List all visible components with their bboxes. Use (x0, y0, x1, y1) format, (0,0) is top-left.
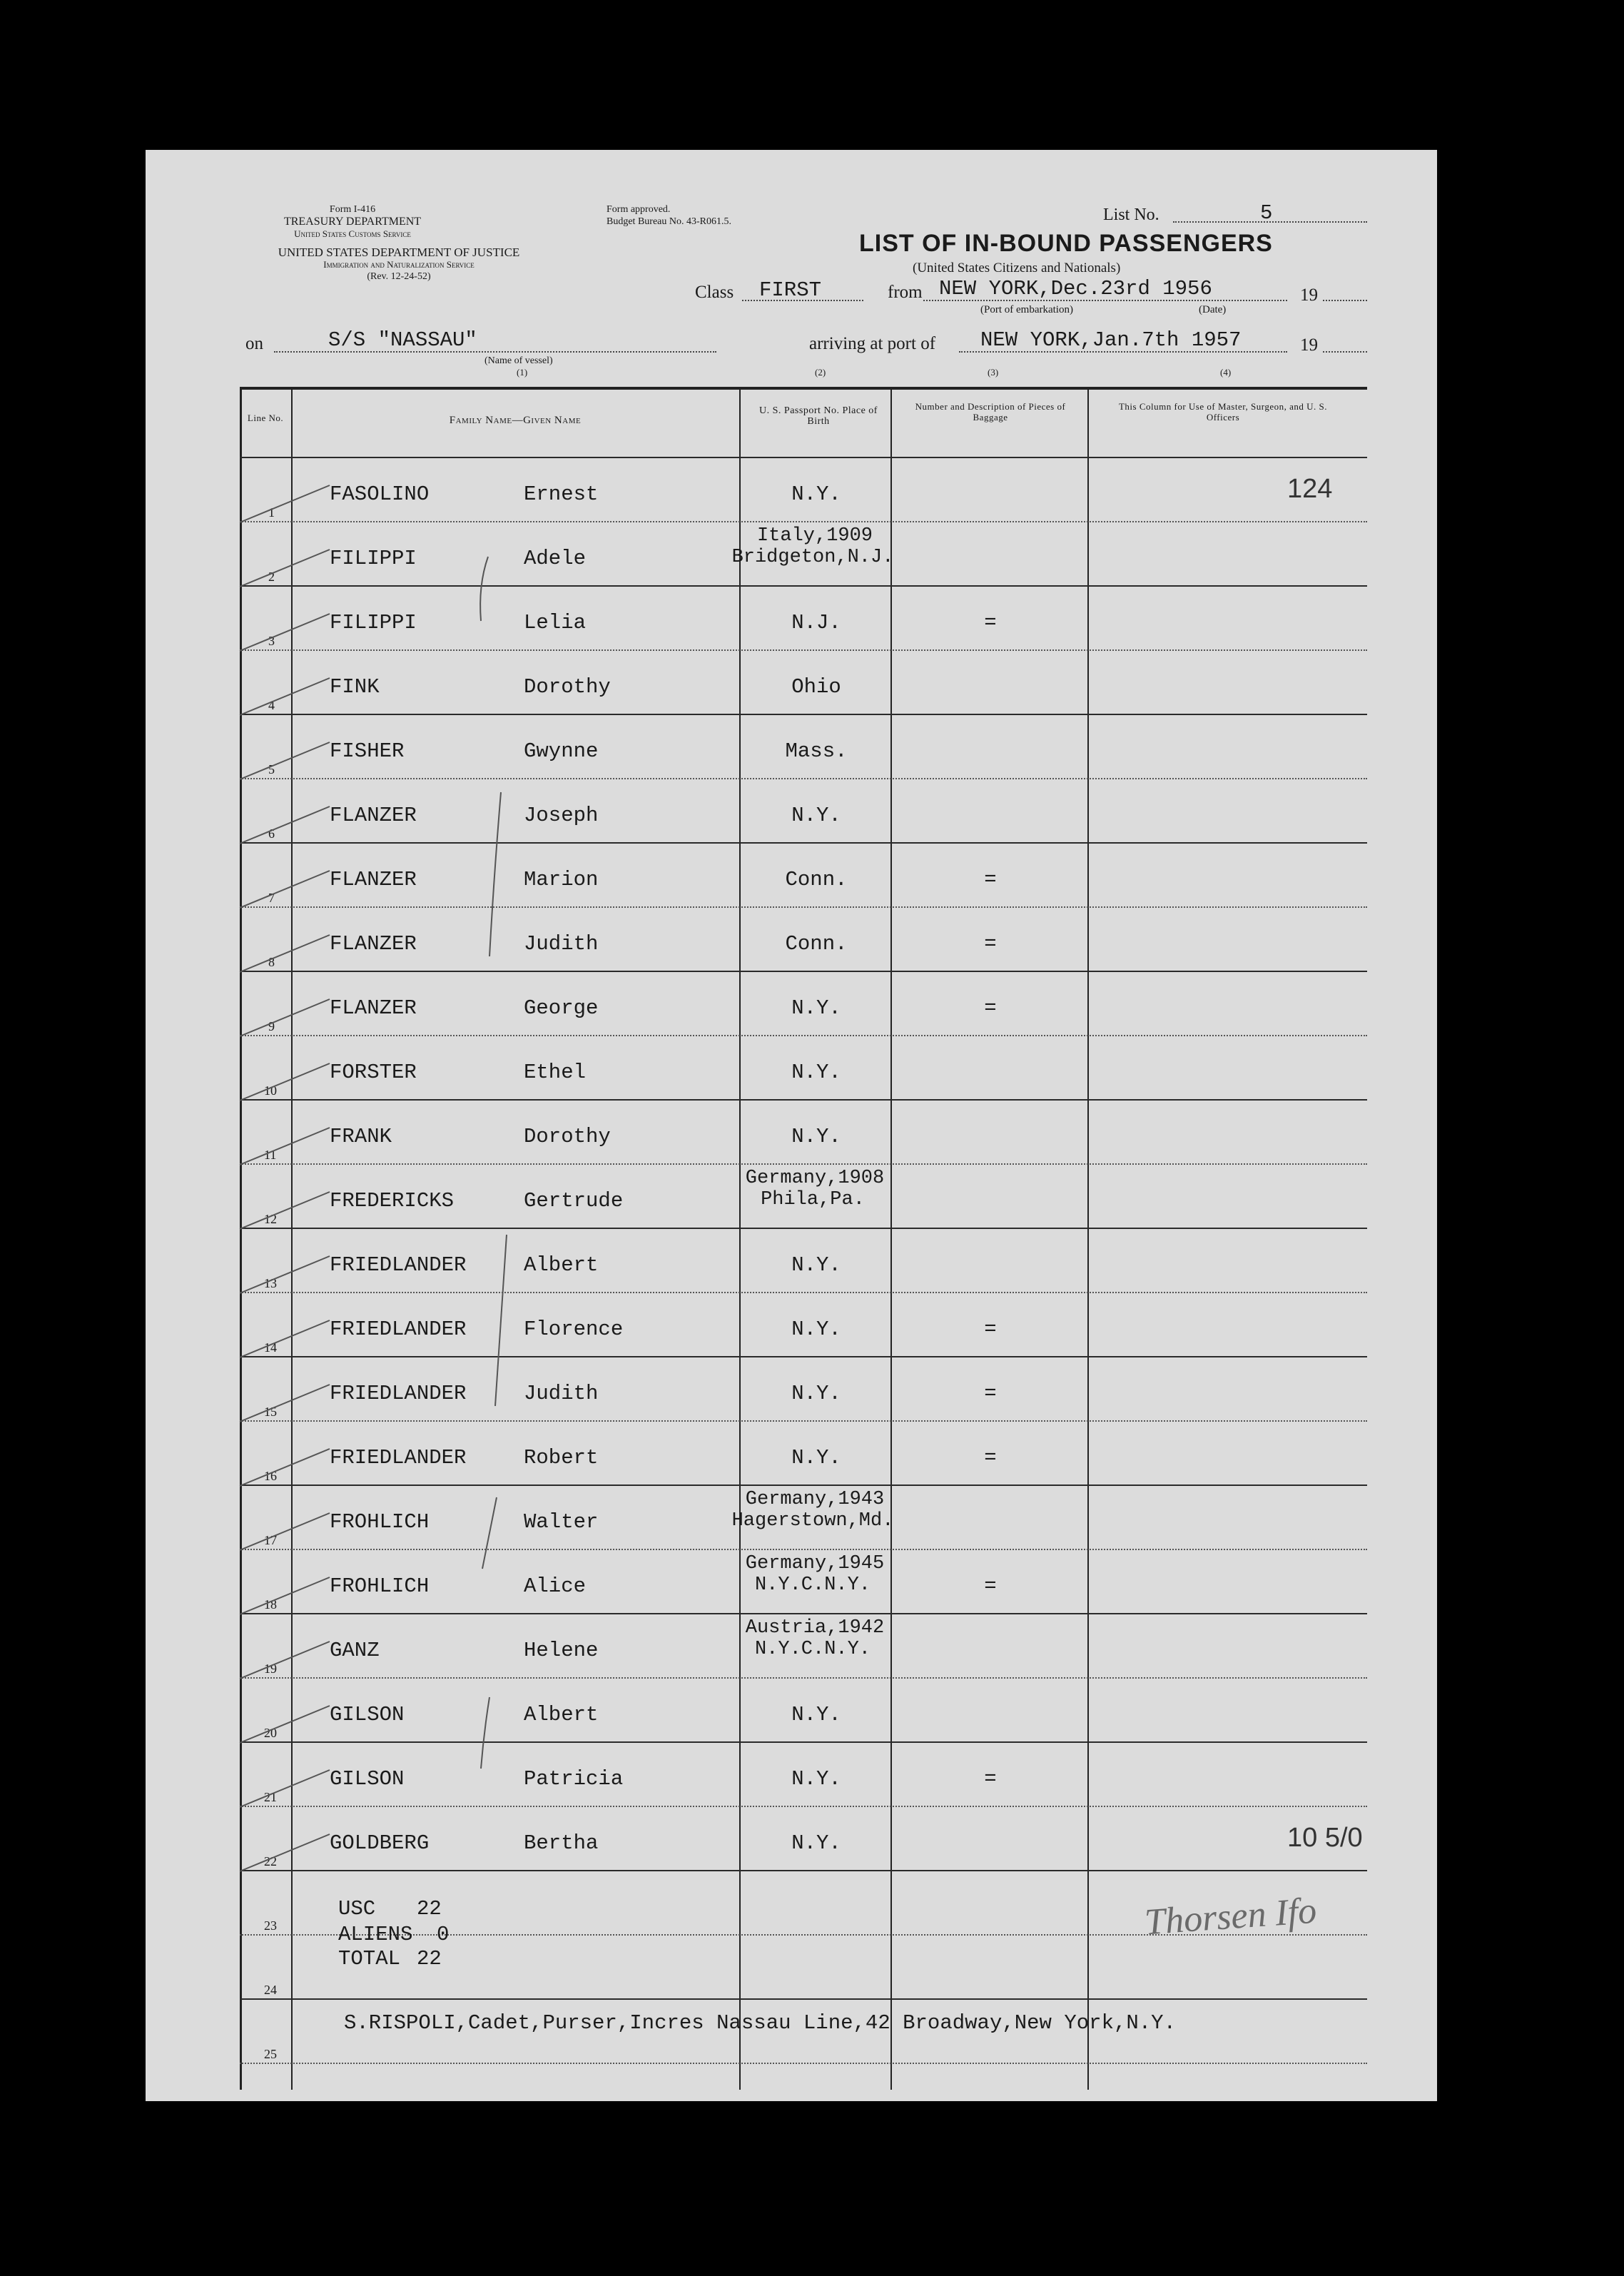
birth-place: Conn. (785, 868, 848, 891)
birth-place-line1: Germany,1945 (745, 1553, 885, 1574)
class-label: Class (695, 283, 734, 302)
given-name: Albert (524, 1253, 599, 1277)
year-suffix-1: 19 (1300, 285, 1318, 305)
customs-service: United States Customs Service (294, 228, 411, 239)
given-name: Lelia (524, 611, 587, 634)
line-number: 14 (264, 1340, 277, 1355)
birth-place: Mass. (785, 739, 848, 763)
given-name: Bertha (524, 1831, 599, 1855)
form-approved: Form approved. (607, 204, 671, 215)
page-subtitle: (United States Citizens and Nationals) (913, 261, 1121, 275)
birth-place: N.Y. (791, 482, 841, 506)
page-title: LIST OF IN-BOUND PASSENGERS (859, 230, 1273, 257)
vessel-caption: (Name of vessel) (484, 355, 553, 366)
usc-label: USC (338, 1897, 376, 1921)
birth-place: N.Y. (791, 1446, 841, 1470)
revision: (Rev. 12-24-52) (367, 271, 431, 282)
line-number: 17 (264, 1533, 277, 1547)
birth-place: N.J. (791, 611, 841, 634)
family-name: FREDERICKS (330, 1189, 455, 1213)
line-number: 8 (268, 955, 275, 969)
col-header-passport: U. S. Passport No. Place of Birth (759, 405, 878, 427)
family-name: FISHER (330, 739, 405, 763)
family-name: FLANZER (330, 996, 417, 1020)
vessel-caption-num: (1) (517, 367, 528, 378)
family-name: FORSTER (330, 1061, 417, 1084)
birth-place-line2: N.Y.C.N.Y. (754, 1574, 871, 1596)
line-number: 19 (264, 1662, 277, 1676)
given-name: Robert (524, 1446, 599, 1470)
line-number: 1 (268, 505, 275, 520)
family-name: GOLDBERG (330, 1831, 430, 1855)
given-name: Alice (524, 1574, 587, 1598)
line-number: 20 (264, 1726, 277, 1740)
given-name: Marion (524, 868, 599, 891)
birth-place: Ohio (791, 675, 841, 699)
list-no-value: 5 (1260, 201, 1273, 225)
birth-place-line1: Germany,1908 (745, 1168, 885, 1189)
total-label: TOTAL (338, 1947, 401, 1971)
family-name: FLANZER (330, 804, 417, 827)
given-name: Walter (524, 1510, 599, 1534)
col-num-3: (3) (988, 367, 999, 378)
family-name: FLANZER (330, 868, 417, 891)
col-header-line-no: Line No. (247, 413, 284, 423)
line-number: 22 (264, 1854, 277, 1868)
col-header-officers: This Column for Use of Master, Surgeon, and U. S. Officers (1118, 401, 1328, 423)
date-caption: (Date) (1199, 304, 1227, 315)
ins-service: Immigration and Naturalization Service (323, 259, 474, 270)
line-number: 9 (268, 1019, 275, 1033)
line-number: 2 (268, 570, 275, 584)
family-name: FROHLICH (330, 1510, 430, 1534)
on-label: on (245, 334, 263, 353)
port-embarkation-caption: (Port of embarkation) (980, 304, 1073, 315)
line-number: 18 (264, 1597, 277, 1612)
officer-note: 124 (1287, 474, 1333, 504)
col-num-4: (4) (1220, 367, 1232, 378)
pencil-bracket-marks (146, 150, 1437, 2101)
birth-place: Conn. (785, 932, 848, 956)
col-header-baggage: Number and Description of Pieces of Baggage (915, 401, 1066, 423)
from-value: NEW YORK,Dec.23rd 1956 (939, 277, 1212, 300)
birth-place: N.Y. (791, 1061, 841, 1084)
baggage-count: = (984, 932, 997, 956)
baggage-count: = (984, 1446, 997, 1470)
family-name: GILSON (330, 1767, 405, 1791)
given-name: Gertrude (524, 1189, 624, 1213)
family-name: FRIEDLANDER (330, 1382, 467, 1405)
baggage-count: = (984, 1317, 997, 1341)
manifest-page (146, 150, 1437, 2101)
line-number: 12 (264, 1212, 277, 1226)
arriving-label: arriving at port of (809, 334, 936, 353)
baggage-count: = (984, 611, 997, 634)
line-number: 16 (264, 1469, 277, 1483)
line-number: 6 (268, 826, 275, 841)
family-name: FLANZER (330, 932, 417, 956)
birth-place: N.Y. (791, 804, 841, 827)
line-number: 25 (264, 2047, 277, 2061)
given-name: Joseph (524, 804, 599, 827)
line-number: 4 (268, 698, 275, 712)
form-number: Form I-416 (329, 204, 376, 215)
col-num-2: (2) (815, 367, 826, 378)
usc-count: 22 (417, 1897, 442, 1921)
given-name: Florence (524, 1317, 624, 1341)
family-name: FILIPPI (330, 547, 417, 570)
family-name: GILSON (330, 1703, 405, 1726)
officer-note: 10 5/0 (1287, 1823, 1363, 1853)
baggage-count: = (984, 996, 997, 1020)
family-name: GANZ (330, 1639, 380, 1662)
birth-place: N.Y. (791, 1767, 841, 1791)
year-suffix-2: 19 (1300, 335, 1318, 355)
class-value: FIRST (759, 278, 822, 302)
line-number: 13 (264, 1276, 277, 1290)
given-name: George (524, 996, 599, 1020)
birth-place-line2: Bridgeton,N.J. (731, 547, 894, 568)
col-header-name: Family Name—Given Name (449, 415, 582, 426)
total-count: 22 (417, 1947, 442, 1971)
line-number: 10 (264, 1083, 277, 1098)
given-name: Patricia (524, 1767, 624, 1791)
justice-department: UNITED STATES DEPARTMENT OF JUSTICE (278, 246, 520, 259)
birth-place: N.Y. (791, 1317, 841, 1341)
birth-place-line2: Phila,Pa. (761, 1189, 865, 1210)
baggage-count: = (984, 1382, 997, 1405)
from-label: from (888, 283, 923, 302)
purser-footer: S.RISPOLI,Cadet,Purser,Incres Nassau Line,42 Broadway,New York,N.Y. (344, 2011, 1176, 2035)
family-name: FRIEDLANDER (330, 1446, 467, 1470)
birth-place: N.Y. (791, 1253, 841, 1277)
given-name: Helene (524, 1639, 599, 1662)
line-number: 21 (264, 1790, 277, 1804)
given-name: Adele (524, 547, 587, 570)
family-name: FILIPPI (330, 611, 417, 634)
aliens-count: 0 (437, 1923, 450, 1946)
family-name: FRIEDLANDER (330, 1253, 467, 1277)
given-name: Dorothy (524, 675, 611, 699)
line-number: 24 (264, 1983, 277, 1997)
given-name: Dorothy (524, 1125, 611, 1148)
birth-place-line1: Italy,1909 (756, 525, 873, 547)
line-number: 7 (268, 891, 275, 905)
line-number: 15 (264, 1405, 277, 1419)
birth-place: N.Y. (791, 1703, 841, 1726)
family-name: FRANK (330, 1125, 392, 1148)
birth-place-line1: Austria,1942 (745, 1617, 885, 1639)
line-number: 23 (264, 1918, 277, 1933)
list-no-label: List No. (1103, 206, 1159, 224)
vessel-name: S/S "NASSAU" (328, 328, 477, 352)
arriving-value: NEW YORK,Jan.7th 1957 (980, 328, 1242, 352)
budget-bureau: Budget Bureau No. 43-R061.5. (607, 216, 731, 227)
officer-signature: Thorsen Ifo (1143, 1890, 1318, 1943)
line-number: 5 (268, 762, 275, 777)
birth-place-line2: N.Y.C.N.Y. (754, 1639, 871, 1660)
line-number: 3 (268, 634, 275, 648)
baggage-count: = (984, 1767, 997, 1791)
birth-place: N.Y. (791, 1125, 841, 1148)
given-name: Judith (524, 1382, 599, 1405)
baggage-count: = (984, 1574, 997, 1598)
birth-place: N.Y. (791, 996, 841, 1020)
birth-place-line2: Hagerstown,Md. (731, 1510, 894, 1532)
line-number: 11 (264, 1148, 277, 1162)
birth-place: N.Y. (791, 1382, 841, 1405)
given-name: Gwynne (524, 739, 599, 763)
family-name: FRIEDLANDER (330, 1317, 467, 1341)
treasury-department: TREASURY DEPARTMENT (283, 216, 422, 228)
given-name: Ethel (524, 1061, 587, 1084)
baggage-count: = (984, 868, 997, 891)
given-name: Ernest (524, 482, 599, 506)
family-name: FROHLICH (330, 1574, 430, 1598)
family-name: FINK (330, 675, 380, 699)
aliens-label: ALIENS (338, 1923, 413, 1946)
family-name: FASOLINO (330, 482, 430, 506)
birth-place-line1: Germany,1943 (745, 1489, 885, 1510)
given-name: Albert (524, 1703, 599, 1726)
birth-place: N.Y. (791, 1831, 841, 1855)
given-name: Judith (524, 932, 599, 956)
